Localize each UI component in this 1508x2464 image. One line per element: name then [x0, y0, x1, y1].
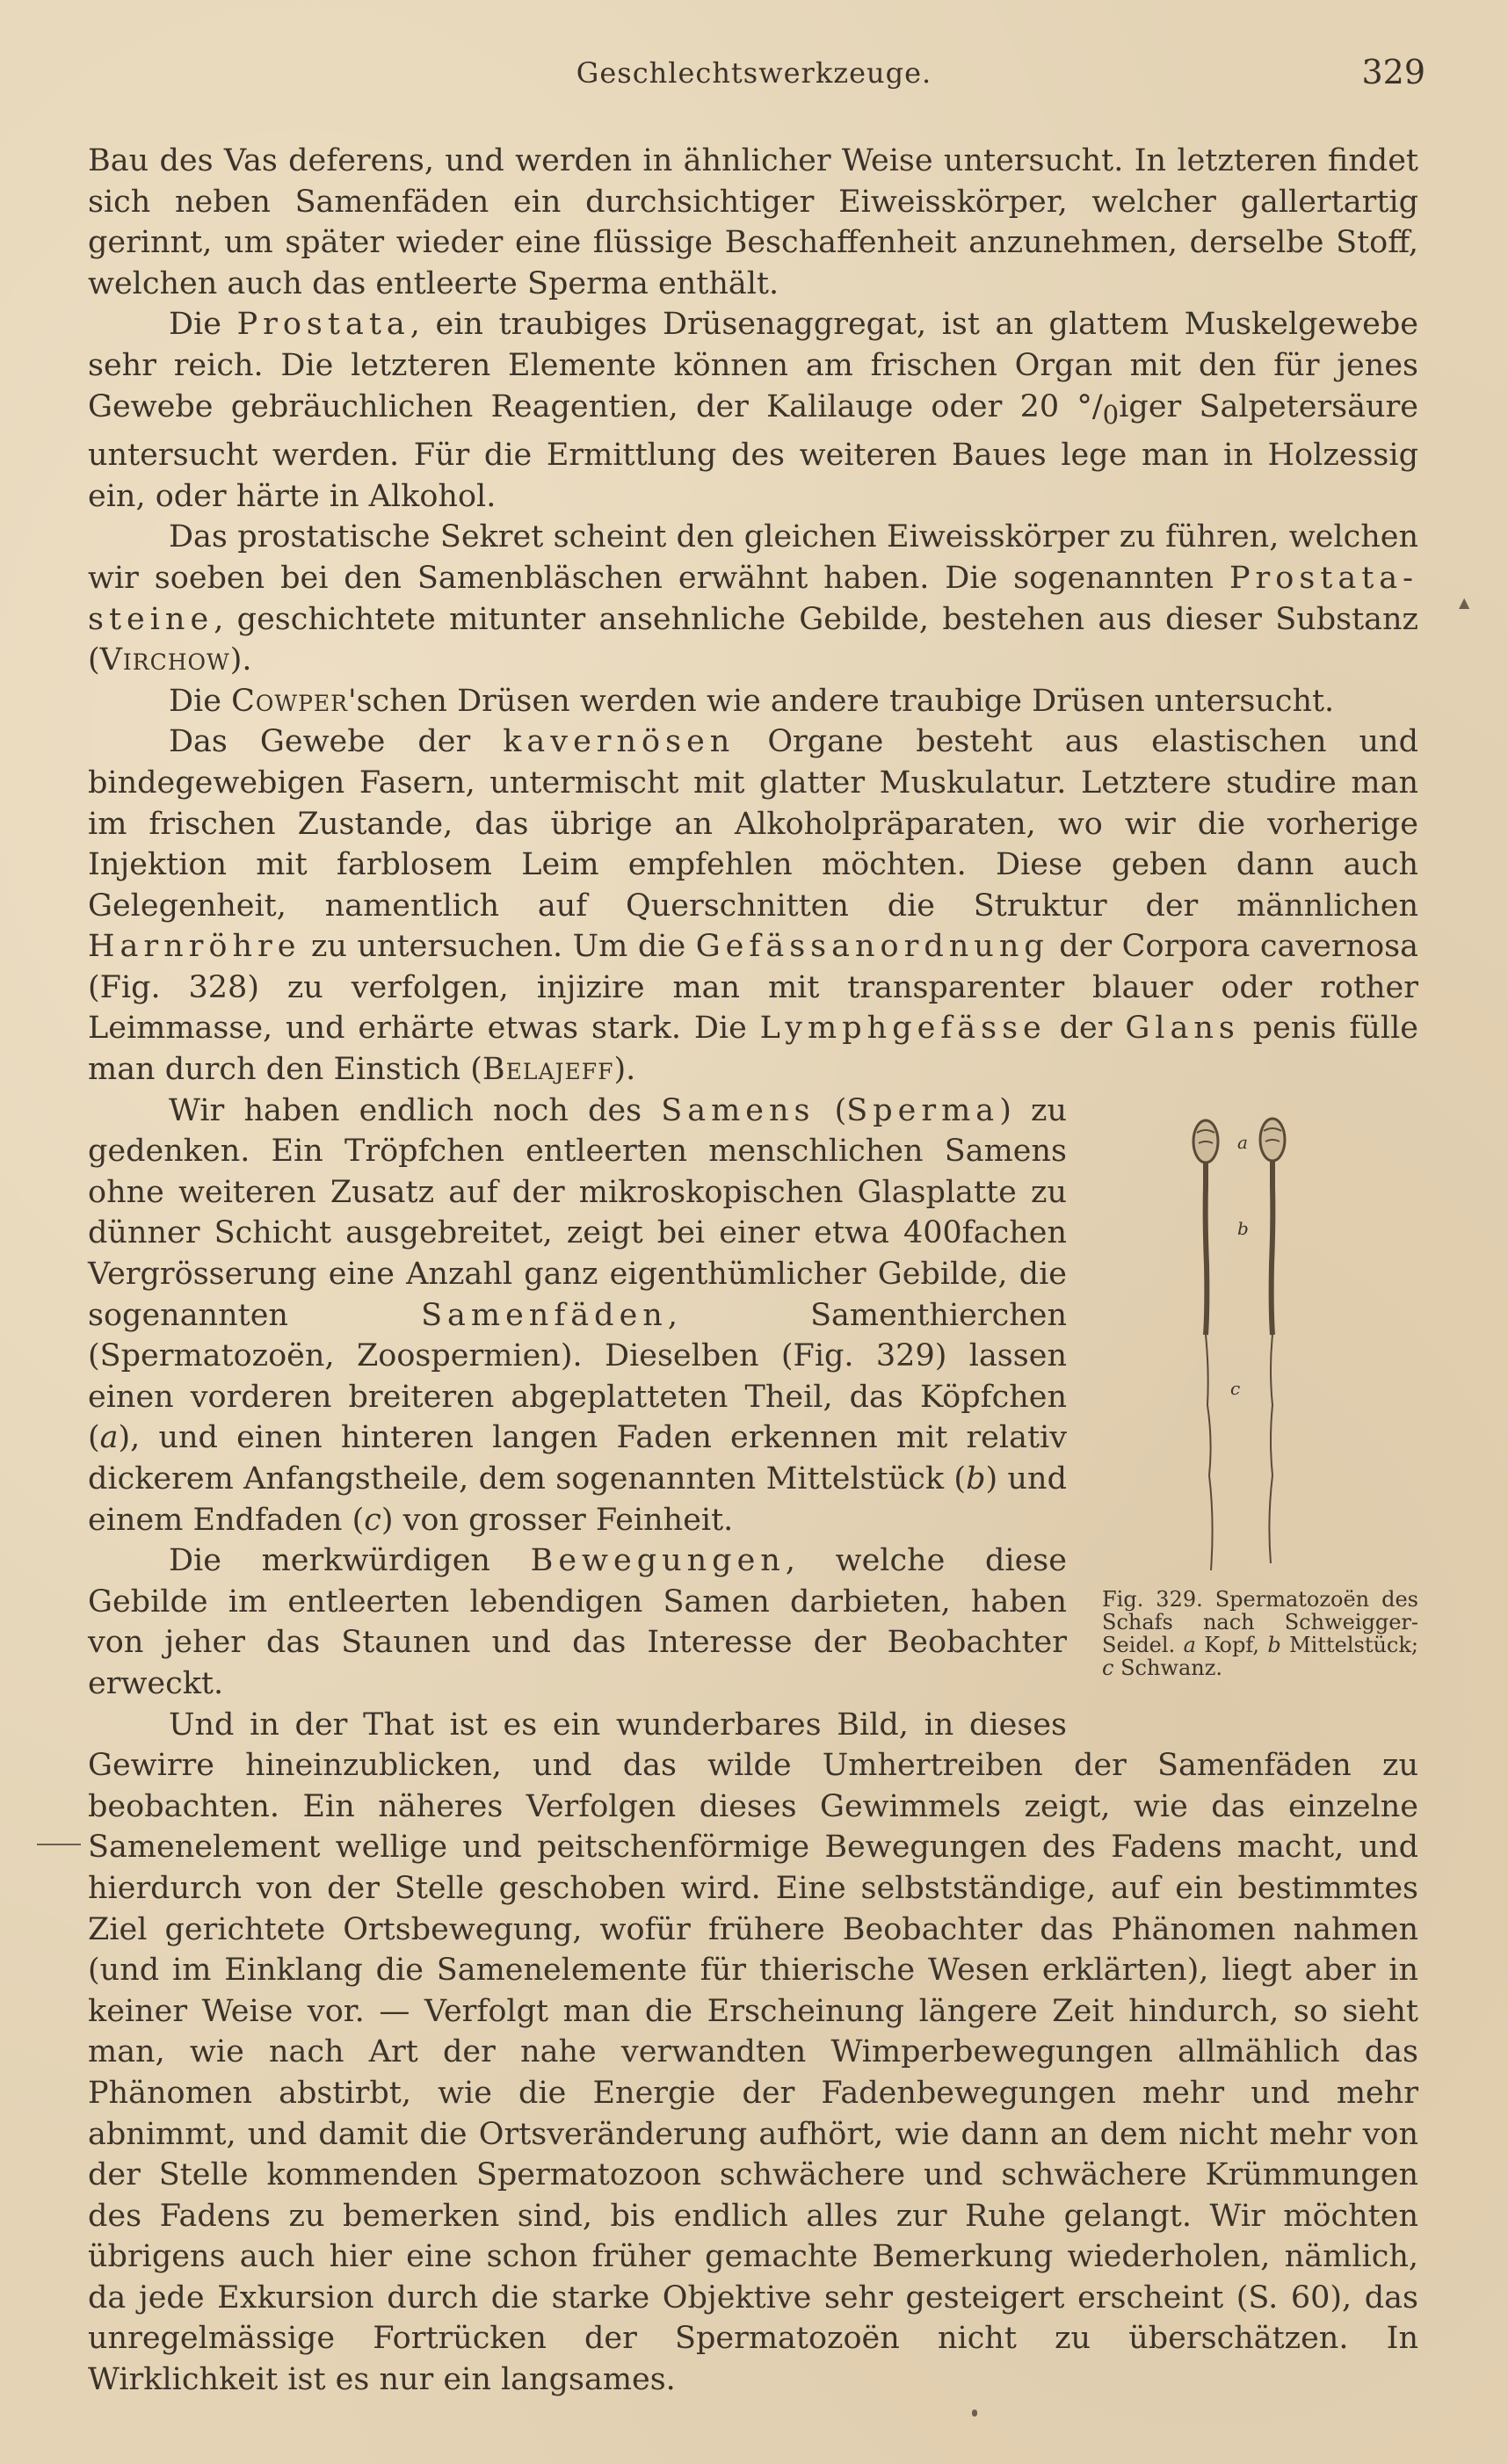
running-head: Geschlechtswerkzeuge. [576, 56, 932, 90]
author-cowper: Cowper [231, 683, 348, 719]
term-samenfaeden: Samenfäden [421, 1297, 668, 1333]
paragraph-bewegungen: Die merkwürdigen Bewegungen, welche diese Gebilde im entleerten lebendigen Samen darbieten, haben von jeher das Staunen und das Interesse der Beobachter erweckt. [88, 1543, 1067, 1701]
term-prostatasteine: Prostata-steine [88, 560, 1418, 637]
term-samens: Samens [661, 1092, 816, 1128]
figure-caption: Fig. 329. Spermatozoën des Schafs nach Schweigger-Seidel. a Kopf, b Mittelstück; c Schwanz. [1102, 1586, 1418, 1680]
paragraph-cowper: Die Cowper'schen Drüsen werden wie andere traubige Drüsen untersucht. [169, 683, 1335, 719]
figure-329 [1102, 1106, 1418, 1739]
term-prostata: Prostata [236, 307, 410, 343]
term-glans: Glans [1125, 1011, 1240, 1047]
paragraph-prostata: Die Prostata, ein traubiges Drüsenaggregat, ist an glattem Muskelgewebe sehr reich. Die letzteren Elemente können am frischen Organ mit den für jenes Gewebe gebräuchlichen Reagentien, der Kalilauge oder 20 $^\circ/_0iger$ Salpetersäure untersucht werden. Für die Ermittlung des weiteren Baues lege man in Holzessig ein, oder härte in Alkohol. [88, 307, 1419, 514]
term-harnroehre: Harnröhre [88, 929, 301, 965]
paragraph-vas-deferens: Bau des Vas deferens, und werden in ähnlicher Weise untersucht. In letzteren findet sich neben Samenfäden ein durchsichtiger Eiweisskörper, welcher gallertartig gerinnt, um später wieder eine flüssige Beschaffenheit anzunehmen, derselbe Stoff, welchen auch das entleerte Sperma enthält. [88, 143, 1418, 301]
page-number: 329 [1361, 53, 1425, 91]
paragraph-observation: Und in der That ist es ein wunderbares Bild, in dieses Gewirre hineinzublicken, und das wilde Umhertreiben der Samenfäden zu beobachten. Ein näheres Verfolgen dieses Gewimmels zeigt, wie das einzelne Samenelement wellige und peitschenförmige Bewegungen des Fadens macht, und hierdurch von der Stelle geschoben wird. Eine selbstständige, auf ein bestimmtes Ziel gerichtete Ortsbewegung, wofür frühere Beobachter das Phänomen nahmen (und im Einklang die Samenelemente für thierische Wesen erklärten), liegt aber in keiner Weise vor. — Verfolgt man die Erscheinung längere Zeit hindurch, so sieht man, wie nach Art der nahe verwandten Wimperbewegungen allmählich das Phänomen abstirbt, wie die Energie der Fadenbewegungen mehr und mehr abnimmt, und damit die Ortsveränderung aufhört, wie dann an dem nicht mehr von der Stelle kommenden Spermatozoon schwächere und schwächere Krümmungen des Fadens zu bemerken sind, bis endlich alles zur Ruhe gelangt. Wir möchten übrigens auch hier eine schon früher gemachte Bemerkung wiederholen, nämlich, da jede Exkursion durch die starke Objektive sehr gesteigert erscheint (S. 60), das unregelmässige Fortrücken der Spermatozoën nicht zu überschätzen. In Wirklichkeit ist es nur ein langsames. [88, 1707, 1418, 2398]
term-bewegungen: Bewegungen [530, 1543, 786, 1579]
page-header [0, 53, 1508, 100]
margin-mark: ▲ [1459, 594, 1470, 611]
body-text [88, 141, 1418, 2401]
term-gefaessanordnung: Gefässanordnung [695, 929, 1049, 965]
term-lymphgefaesse: Lymphgefässe [759, 1011, 1047, 1047]
author-virchow: Virchow [99, 642, 230, 678]
margin-dash [37, 1844, 81, 1845]
ink-speck [972, 2410, 977, 2417]
paragraph-prostatic-secretion: Das prostatische Sekret scheint den gleichen Eiweisskörper zu führen, welchen wir soeben bei den Samenbläschen erwähnt haben. Die sogenannten Prostata-steine, geschichtete mitunter ansehnliche Gebilde, bestehen aus dieser Substanz (Virchow). [88, 519, 1418, 678]
spermatozoa-illustration [1102, 1106, 1418, 1581]
percent-subscript: 0 [1102, 399, 1120, 430]
author-belajeff: Belajeff [482, 1052, 614, 1088]
spermatozoon-left [1193, 1120, 1218, 1570]
figure-label-c: c [1230, 1377, 1241, 1399]
paragraph-cavernous-organs: Das Gewebe der kavernösen Organe besteht aus elastischen und bindegewebigen Fasern, untermischt mit glatter Muskulatur. Letztere studire man im frischen Zustande, das übrige an Alkoholpräparaten, wo wir die vorherige Injektion mit farblosem Leim empfehlen möchten. Diese geben dann auch Gelegenheit, namentlich auf Querschnitten die Struktur der männlichen Harnröhre zu untersuchen. Um die Gefässanordnung der Corpora cavernosa (Fig. 328) zu verfolgen, injizire man mit transparenter blauer oder rother Leimmasse, und erhärte etwas stark. Die Lymphgefässe der Glans penis fülle man durch den Einstich (Belajeff). [88, 724, 1419, 1088]
term-sperma: Sperma [846, 1092, 1000, 1128]
figure-label-a: a [1237, 1131, 1248, 1153]
spermatozoon-right [1260, 1119, 1285, 1563]
paragraph-sperma: Wir haben endlich noch des Samens (Sperma) zu gedenken. Ein Tröpfchen entleerten menschlichen Samens ohne weiteren Zusatz auf der mikroskopischen Glasplatte zu dünner Schicht ausgebreitet, zeigt bei einer etwa 400fachen Vergrösserung eine Anzahl ganz eigenthümlicher Gebilde, die sogenannten Samenfäden, Samenthierchen (Spermatozoën, Zoospermien). Dieselben (Fig. 329) lassen einen vorderen breiteren abgeplatteten Theil, das Köpfchen (a), und einen hinteren langen Faden erkennen mit relativ dickerem Anfangstheile, dem sogenannten Mittelstück (b) und einem Endfaden (c) von grosser Feinheit. [88, 1092, 1067, 1538]
figure-label-b: b [1237, 1217, 1249, 1239]
term-kavernoesen: kavernösen [503, 724, 736, 760]
